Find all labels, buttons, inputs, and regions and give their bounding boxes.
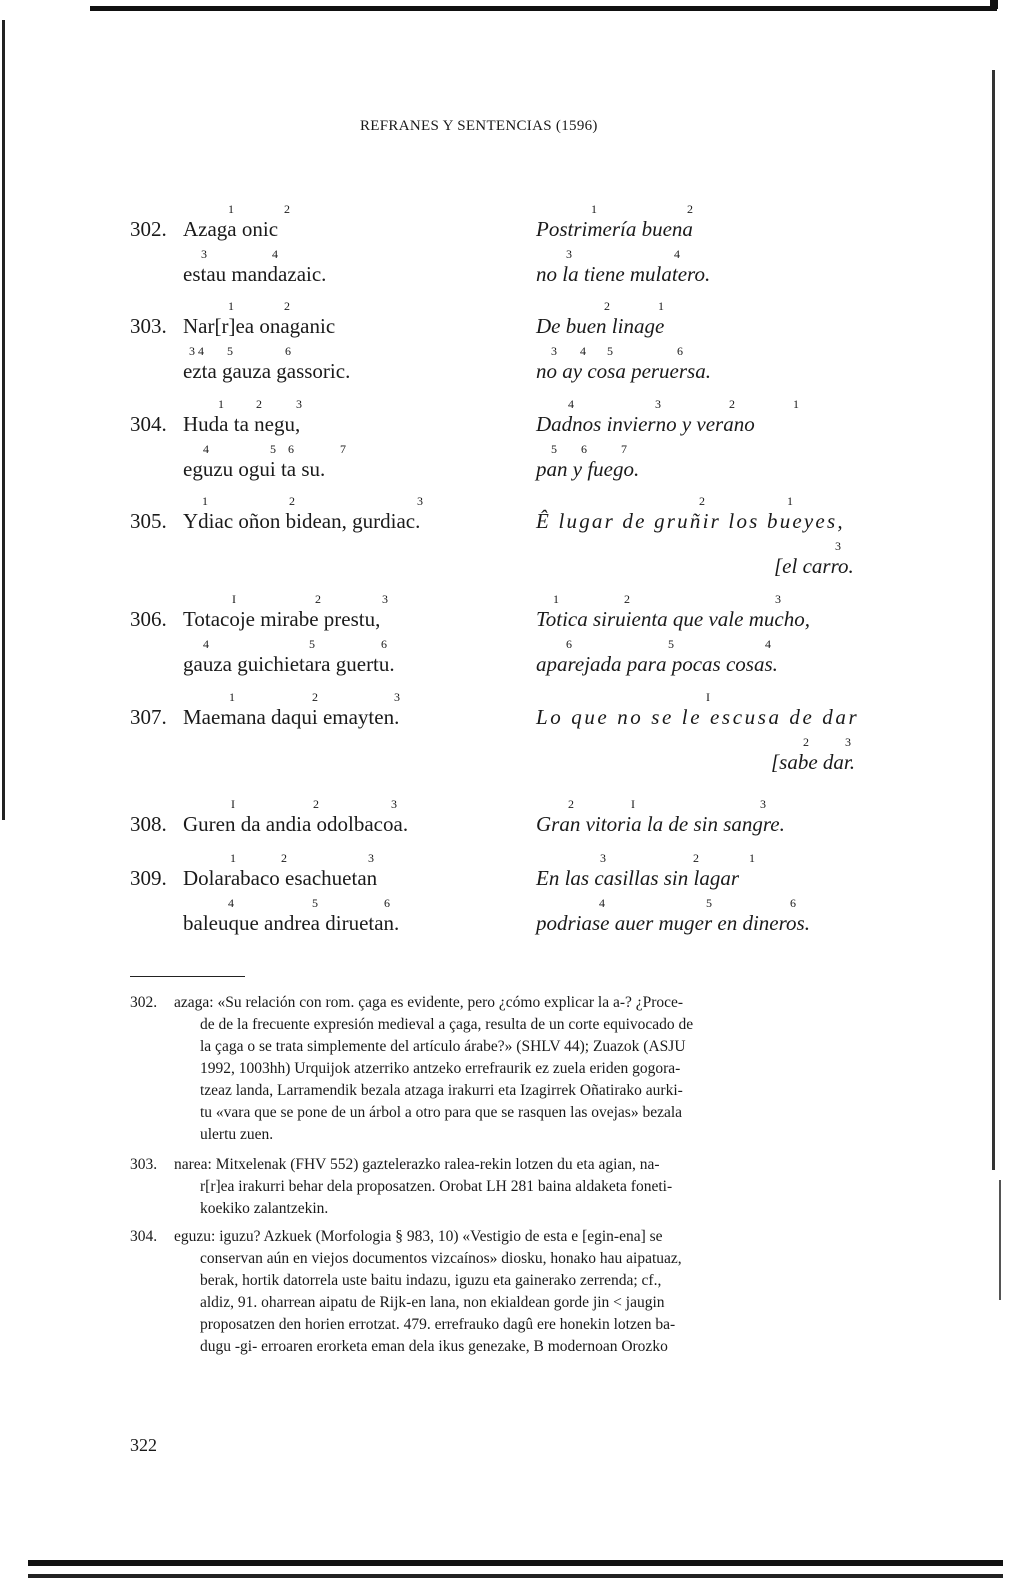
- footnote-line: tu «vara que se pone de un árbol a otro para que se rasquen las ovejas» bezala: [200, 1104, 683, 1121]
- basque-line: Totacoje mirabe prestu,: [183, 607, 381, 631]
- basque-line: Ydiac oñon bidean, gurdiac.: [183, 509, 421, 533]
- basque-line: estau mandazaic.: [183, 262, 327, 286]
- bottom-rule-lower: [28, 1574, 1003, 1578]
- basque-line: Dolarabaco esachuetan: [183, 866, 378, 890]
- footnote-line: conservan aún en viejos documentos vizcaínos» diosku, honako hau aipatuaz,: [200, 1250, 682, 1267]
- basque-line: Guren da andia odolbacoa.: [183, 812, 409, 836]
- footnote: [130, 992, 875, 1146]
- spanish-line: Lo que no se le escusa de dar: [536, 705, 860, 729]
- top-rule-end: [990, 0, 998, 9]
- footnote-line: ulertu zuen.: [200, 1126, 274, 1143]
- footnote-line: koekiko zalantzekin.: [200, 1200, 329, 1217]
- footnote-number: 303.: [130, 1156, 158, 1173]
- basque-line: ezta gauza gassoric.: [183, 359, 351, 383]
- page-number: 322: [130, 1435, 157, 1455]
- entry-number: 306.: [130, 607, 167, 631]
- spanish-line: no ay cosa peruersa.: [536, 359, 711, 383]
- footnote: [130, 1154, 875, 1220]
- footnote-line: de de la frecuente expresión medieval a çaga, resulta de un corte equivocado de: [200, 1016, 694, 1033]
- footnote-line: dugu -gi- erroaren erorketa eman dela ikus genezake, B modernoan Orozko: [200, 1338, 668, 1355]
- entry-number: 307.: [130, 705, 167, 729]
- footnote-separator: [130, 976, 245, 977]
- entry-number: 309.: [130, 866, 167, 890]
- spanish-line-continuation: [el carro.: [774, 554, 854, 578]
- entry-number: 304.: [130, 412, 167, 436]
- spanish-line: Postrimería buena: [536, 217, 693, 241]
- basque-line: eguzu ogui ta su.: [183, 457, 326, 481]
- footnote-line: eguzu: iguzu? Azkuek (Morfologia § 983, 10) «Vestigio de esta e [egin-ena] se: [174, 1228, 663, 1245]
- spanish-line: Ê lugar de gruñir los bueyes,: [536, 509, 845, 533]
- spanish-line: En las casillas sin lagar: [536, 866, 740, 890]
- footnote: [130, 1226, 875, 1358]
- footnote-line: proposatzen den horien errotzat. 479. errefrauko dagû ere honekin lotzen ba-: [200, 1316, 676, 1333]
- footnote-number: 302.: [130, 994, 158, 1011]
- spanish-line: Totica siruienta que vale mucho,: [536, 607, 810, 631]
- footnote-line: la çaga o se trata simplemente del artículo árabe?» (SHLV 44); Zuazok (ASJU: [200, 1038, 686, 1055]
- footnote-line: azaga: «Su relación con rom. çaga es evidente, pero ¿cómo explicar la a-? ¿Proce-: [174, 994, 684, 1011]
- basque-line: Maemana daqui emayten.: [183, 705, 400, 729]
- footnote-line: 1992, 1003hh) Urquijok atzerriko antzeko errefraurik ez zuela eriden gogora-: [200, 1060, 681, 1077]
- footnote-number: 304.: [130, 1228, 158, 1245]
- basque-line: Azaga onic: [183, 217, 279, 241]
- spanish-line: De buen linage: [536, 314, 665, 338]
- top-rule: [90, 6, 997, 11]
- spanish-line: Dadnos invierno y verano: [536, 412, 755, 436]
- entry-number: 308.: [130, 812, 167, 836]
- right-scan-edge: [992, 70, 995, 1170]
- spanish-line: Gran vitoria la de sin sangre.: [536, 812, 785, 836]
- spanish-line: pan y fuego.: [536, 457, 640, 481]
- entry-number: 302.: [130, 217, 167, 241]
- footnote-line: r[r]ea irakurri behar dela proposatzen. Orobat LH 281 baina aldaketa foneti-: [200, 1178, 673, 1195]
- spanish-line: no la tiene mulatero.: [536, 262, 711, 286]
- basque-line: Huda ta negu,: [183, 412, 301, 436]
- basque-line: Nar[r]ea onaganic: [183, 314, 336, 338]
- running-header: REFRANES Y SENTENCIAS (1596): [360, 118, 598, 134]
- footnote-line: aldiz, 91. oharrean aipatu de Rijk-en lana, non ekialdean gorde jin < jaugin: [200, 1294, 665, 1311]
- basque-line: baleuque andrea diruetan.: [183, 911, 400, 935]
- spanish-line-continuation: [sabe dar.: [771, 750, 856, 774]
- footnote-line: narea: Mitxelenak (FHV 552) gaztelerazko ralea-rekin lotzen du eta agian, na-: [174, 1156, 660, 1173]
- left-scan-edge: [2, 20, 5, 820]
- entry-number: 305.: [130, 509, 167, 533]
- entry-number: 303.: [130, 314, 167, 338]
- right-scan-edge-lower: [999, 1180, 1001, 1300]
- bottom-rule: [28, 1560, 1003, 1566]
- basque-line: gauza guichietara guertu.: [183, 652, 395, 676]
- spanish-line: aparejada para pocas cosas.: [536, 652, 778, 676]
- footnote-line: berak, hortik datorrela uste baitu indazu, iguzu eta gainerako zerrenda; cf.,: [200, 1272, 662, 1289]
- spanish-line: podriase auer muger en dineros.: [536, 911, 810, 935]
- footnote-line: tzeaz landa, Larramendik bezala atzaga irakurri eta Izagirrek Oñatirako aurki-: [200, 1082, 683, 1099]
